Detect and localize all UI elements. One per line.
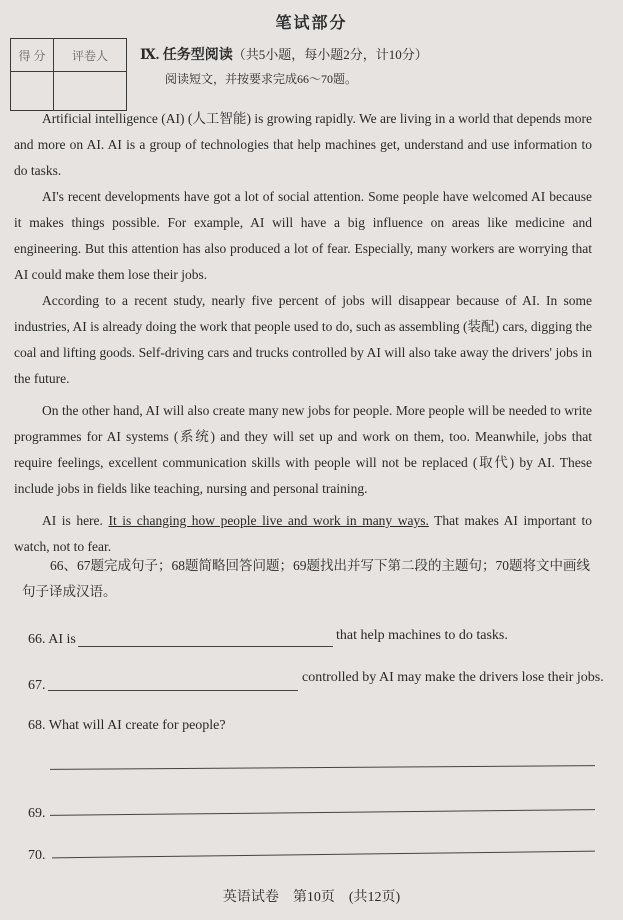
score-cell[interactable]	[11, 72, 54, 111]
passage-paragraph-3: According to a recent study, nearly five percent of jobs will disappear because of AI. In some industries, AI is already doing the work that people used to do, such as assembling (装配) cars, digging the coal and lifting goods. Self-driving cars and trucks controlled by AI will also take away the drivers' jobs in the future.	[14, 293, 592, 386]
passage-paragraph-4: On the other hand, AI will also create many new jobs for people. More people will be needed to write programmes for AI systems (系统) and they will set up and work on them, too. Meanwhile, jobs that require feelings, excellent communication skills with people will not be replaced (取代) by AI. These include jobs in fields like teaching, nursing and personal training.	[14, 403, 592, 496]
q67-answer-blank[interactable]	[48, 690, 298, 691]
q69-answer-line[interactable]	[50, 809, 595, 816]
page-title: 笔试部分	[275, 15, 348, 32]
p5-start: AI is here.	[42, 513, 109, 528]
q69-label: 69.	[28, 806, 46, 821]
underlined-sentence: It is changing how people live and work in many ways.	[108, 513, 429, 528]
passage-paragraph-1: Artificial intelligence (AI) (人工智能) is growing rapidly. We are living in a world that depends more and more on AI. AI is a group of technologies that help machines get, understand and use information to do tasks.	[14, 111, 592, 178]
section-instruction: 阅读短文，并按要求完成66～70题。	[165, 72, 358, 86]
q68-answer-line[interactable]	[50, 765, 595, 770]
q66-suffix: that help machines to do tasks.	[336, 628, 508, 643]
passage-paragraph-2: AI's recent developments have got a lot of social attention. Some people have welcomed AI because it makes things possible. For example, AI will have a big influence on areas like medicine and engineering. But this attention has also produced a lot of fear. Especially, many workers are worrying that AI could make them lose their jobs.	[14, 189, 592, 282]
q70-label: 70.	[28, 848, 46, 863]
q66-answer-blank[interactable]	[78, 646, 333, 647]
section-heading-text: Ⅸ. 任务型阅读	[140, 48, 233, 63]
q70-answer-line[interactable]	[52, 851, 595, 859]
q68-question: 68. What will AI create for people?	[28, 718, 226, 733]
q67-suffix: controlled by AI may make the drivers lose their jobs.	[302, 670, 604, 685]
grader-cell[interactable]	[54, 72, 127, 111]
q67-prefix: 67.	[28, 678, 46, 693]
p5-end: That makes AI important to watch, not to fear.	[14, 513, 592, 554]
page-footer: 英语试卷 第10页 (共12页)	[222, 890, 401, 905]
grader-label: 评卷人	[54, 39, 127, 72]
q66-prefix: 66. AI is	[28, 632, 76, 647]
section-heading	[140, 44, 428, 64]
score-label: 得 分	[11, 39, 54, 72]
task-instruction: 66、67题完成句子；68题简略回答问题；69题找出并写下第二段的主题句；70题将文中画线句子译成汉语。	[22, 558, 590, 599]
score-table	[10, 38, 127, 111]
section-points: （共5小题，每小题2分，计10分）	[232, 47, 428, 62]
